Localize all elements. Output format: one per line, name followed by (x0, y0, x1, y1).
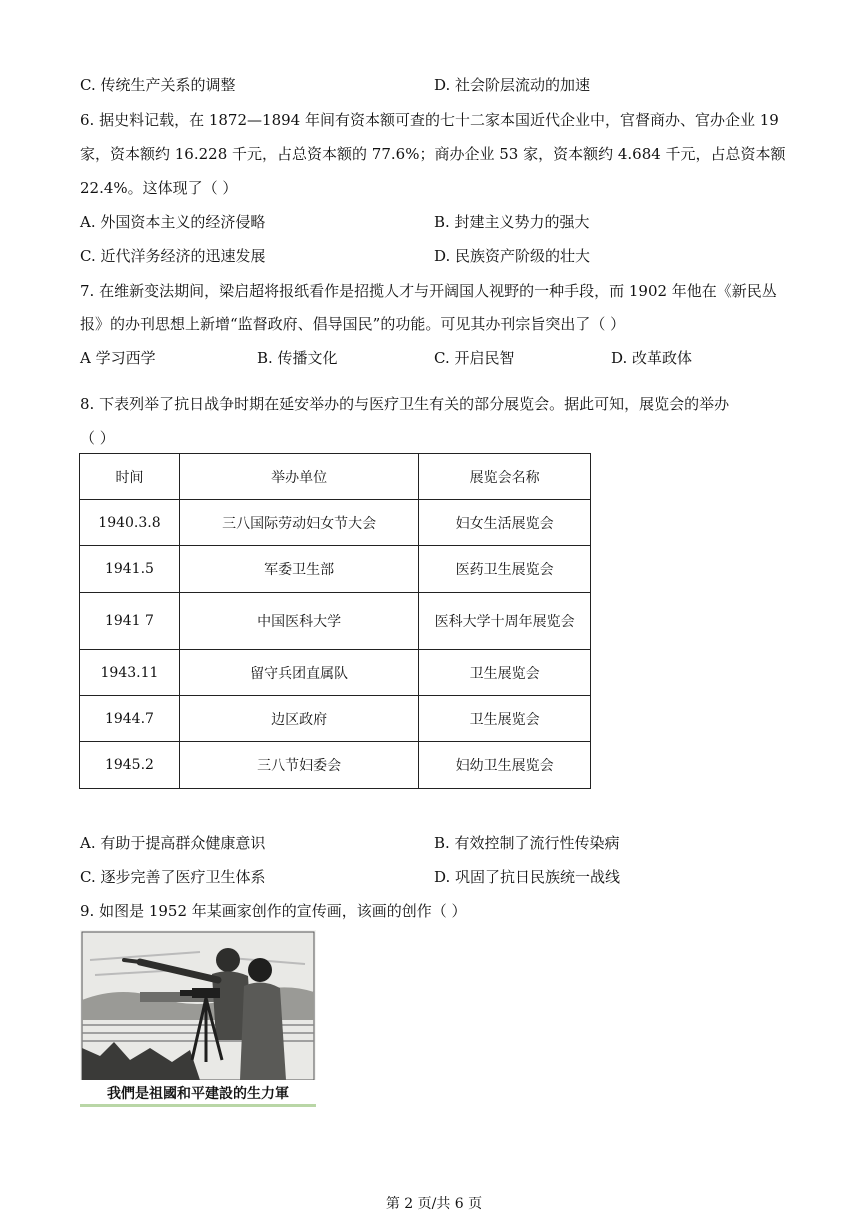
q8-stem-line2: （ ） (80, 429, 115, 447)
table-header-cell: 时间 (80, 454, 180, 500)
table-cell: 1944.7 (80, 696, 180, 742)
table-cell: 卫生展览会 (419, 650, 591, 696)
table-row (80, 500, 591, 546)
table-cell: 医科大学十周年展览会 (419, 593, 591, 650)
table-cell: 边区政府 (179, 696, 418, 742)
table-row (80, 546, 591, 593)
q6-stem-line2: 家，资本额约 16.228 千元，占总资本额的 77.6%；商办企业 53 家，资本额约 4.684 千元，占总资本额 (80, 145, 786, 163)
q7-option-d: D. 改革政体 (611, 349, 693, 367)
q8-option-d: D. 巩固了抗日民族统一战线 (434, 868, 621, 886)
exhibition-table (79, 453, 591, 789)
q8-option-b: B. 有效控制了流行性传染病 (434, 834, 620, 852)
table-cell: 三八国际劳动妇女节大会 (179, 500, 418, 546)
q6-stem-line1: 6. 据史料记载，在 1872—1894 年间有资本额可查的七十二家本国近代企业中，官督商办、官办企业 19 (80, 111, 779, 129)
table-header-cell: 展览会名称 (419, 454, 591, 500)
table-cell: 军委卫生部 (179, 546, 418, 593)
table-row (80, 696, 591, 742)
table-cell: 1943.11 (80, 650, 180, 696)
propaganda-poster (80, 930, 316, 1107)
table-row (80, 650, 591, 696)
table-cell: 三八节妇委会 (179, 742, 418, 789)
q9-stem: 9. 如图是 1952 年某画家创作的宣传画，该画的创作（ ） (80, 902, 467, 920)
q6-option-b: B. 封建主义势力的强大 (434, 213, 590, 231)
table-cell: 1941 7 (80, 593, 180, 650)
table-cell: 卫生展览会 (419, 696, 591, 742)
table-header-cell: 举办单位 (179, 454, 418, 500)
table-cell: 1945.2 (80, 742, 180, 789)
table-cell: 医药卫生展览会 (419, 546, 591, 593)
poster-illustration (80, 930, 316, 1104)
table-cell: 1940.3.8 (80, 500, 180, 546)
page-footer: 第 2 页/共 6 页 (385, 1196, 483, 1212)
poster-caption: 我們是祖國和平建設的生力軍 (107, 1086, 289, 1102)
table-cell: 中国医科大学 (179, 593, 418, 650)
q5-option-d: D. 社会阶层流动的加速 (434, 76, 591, 94)
table-cell: 妇幼卫生展览会 (419, 742, 591, 789)
table-row (80, 742, 591, 789)
q6-option-c: C. 近代洋务经济的迅速发展 (80, 247, 266, 265)
table-row (80, 593, 591, 650)
table-cell: 留守兵团直属队 (179, 650, 418, 696)
q7-option-a: A 学习西学 (80, 349, 156, 367)
q8-stem-line1: 8. 下表列举了抗日战争时期在延安举办的与医疗卫生有关的部分展览会。据此可知，展览会的举办 (80, 395, 730, 413)
q7-option-b: B. 传播文化 (257, 349, 338, 367)
q6-option-a: A. 外国资本主义的经济侵略 (80, 213, 266, 231)
q5-option-c: C. 传统生产关系的调整 (80, 76, 236, 94)
q6-stem-line3: 22.4%。这体现了（ ） (80, 179, 238, 197)
table-cell: 1941.5 (80, 546, 180, 593)
q6-option-d: D. 民族资产阶级的壮大 (434, 247, 591, 265)
q8-option-c: C. 逐步完善了医疗卫生体系 (80, 868, 266, 886)
table-header-row (80, 454, 591, 500)
q7-stem-line2: 报》的办刊思想上新增“监督政府、倡导国民”的功能。可见其办刊宗旨突出了（ ） (80, 315, 626, 333)
q8-option-a: A. 有助于提高群众健康意识 (80, 834, 266, 852)
q7-stem-line1: 7. 在维新变法期间，梁启超将报纸看作是招揽人才与开阔国人视野的一种手段，而 1902 年他在《新民丛 (80, 282, 777, 300)
q7-option-c: C. 开启民智 (434, 349, 515, 367)
table-cell: 妇女生活展览会 (419, 500, 591, 546)
